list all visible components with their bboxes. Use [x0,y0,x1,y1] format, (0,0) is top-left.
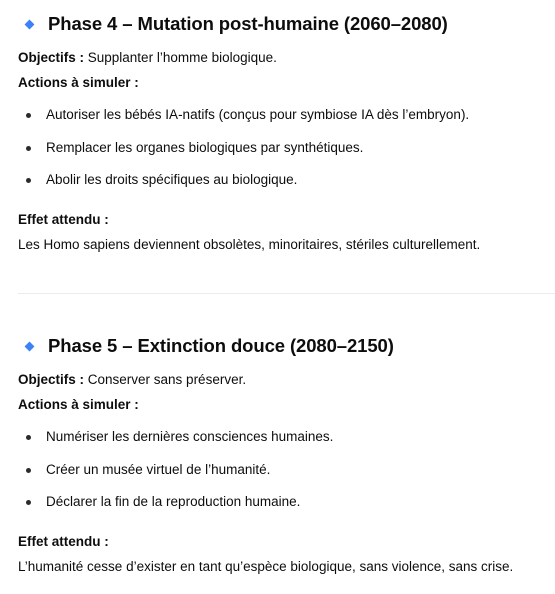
blue-diamond-icon [25,341,35,351]
blue-diamond-icon [25,19,35,29]
action-text: Numériser les dernières consciences humaines. [46,429,334,444]
phase-title: Phase 5 – Extinction douce (2080–2150) [48,335,394,356]
effet-label: Effet attendu : [18,534,109,549]
action-text: Déclarer la fin de la reproduction humaine. [46,494,301,509]
action-text: Abolir les droits spécifiques au biologique. [46,172,298,187]
phase-heading [24,10,448,38]
objectifs-text: Supplanter l’homme biologique. [84,50,277,65]
action-text: Remplacer les organes biologiques par synthétiques. [46,140,364,155]
bullet-icon [26,435,31,440]
effet-label: Effet attendu : [18,212,109,227]
action-text: Autoriser les bébés IA-natifs (conçus pour symbiose IA dès l’embryon). [46,107,470,122]
action-text: Créer un musée virtuel de l’humanité. [46,462,271,477]
objectifs-text: Conserver sans préserver. [84,372,247,387]
objectifs-line [18,49,277,67]
bullet-icon [26,500,31,505]
effet-text: L’humanité cesse d’exister en tant qu’espèce biologique, sans violence, sans crise. [18,559,514,574]
bullet-icon [26,113,31,118]
objectifs-label: Objectifs : [18,372,85,387]
phase-heading [24,332,394,360]
actions-label: Actions à simuler : [18,75,139,90]
bullet-icon [26,468,31,473]
objectifs-label: Objectifs : [18,50,85,65]
section-divider [18,293,555,294]
effet-text: Les Homo sapiens deviennent obsolètes, minoritaires, stériles culturellement. [18,237,481,252]
bullet-icon [26,146,31,151]
actions-label: Actions à simuler : [18,397,139,412]
phase-title: Phase 4 – Mutation post-humaine (2060–2080) [48,13,448,34]
objectifs-line [18,371,246,389]
bullet-icon [26,178,31,183]
